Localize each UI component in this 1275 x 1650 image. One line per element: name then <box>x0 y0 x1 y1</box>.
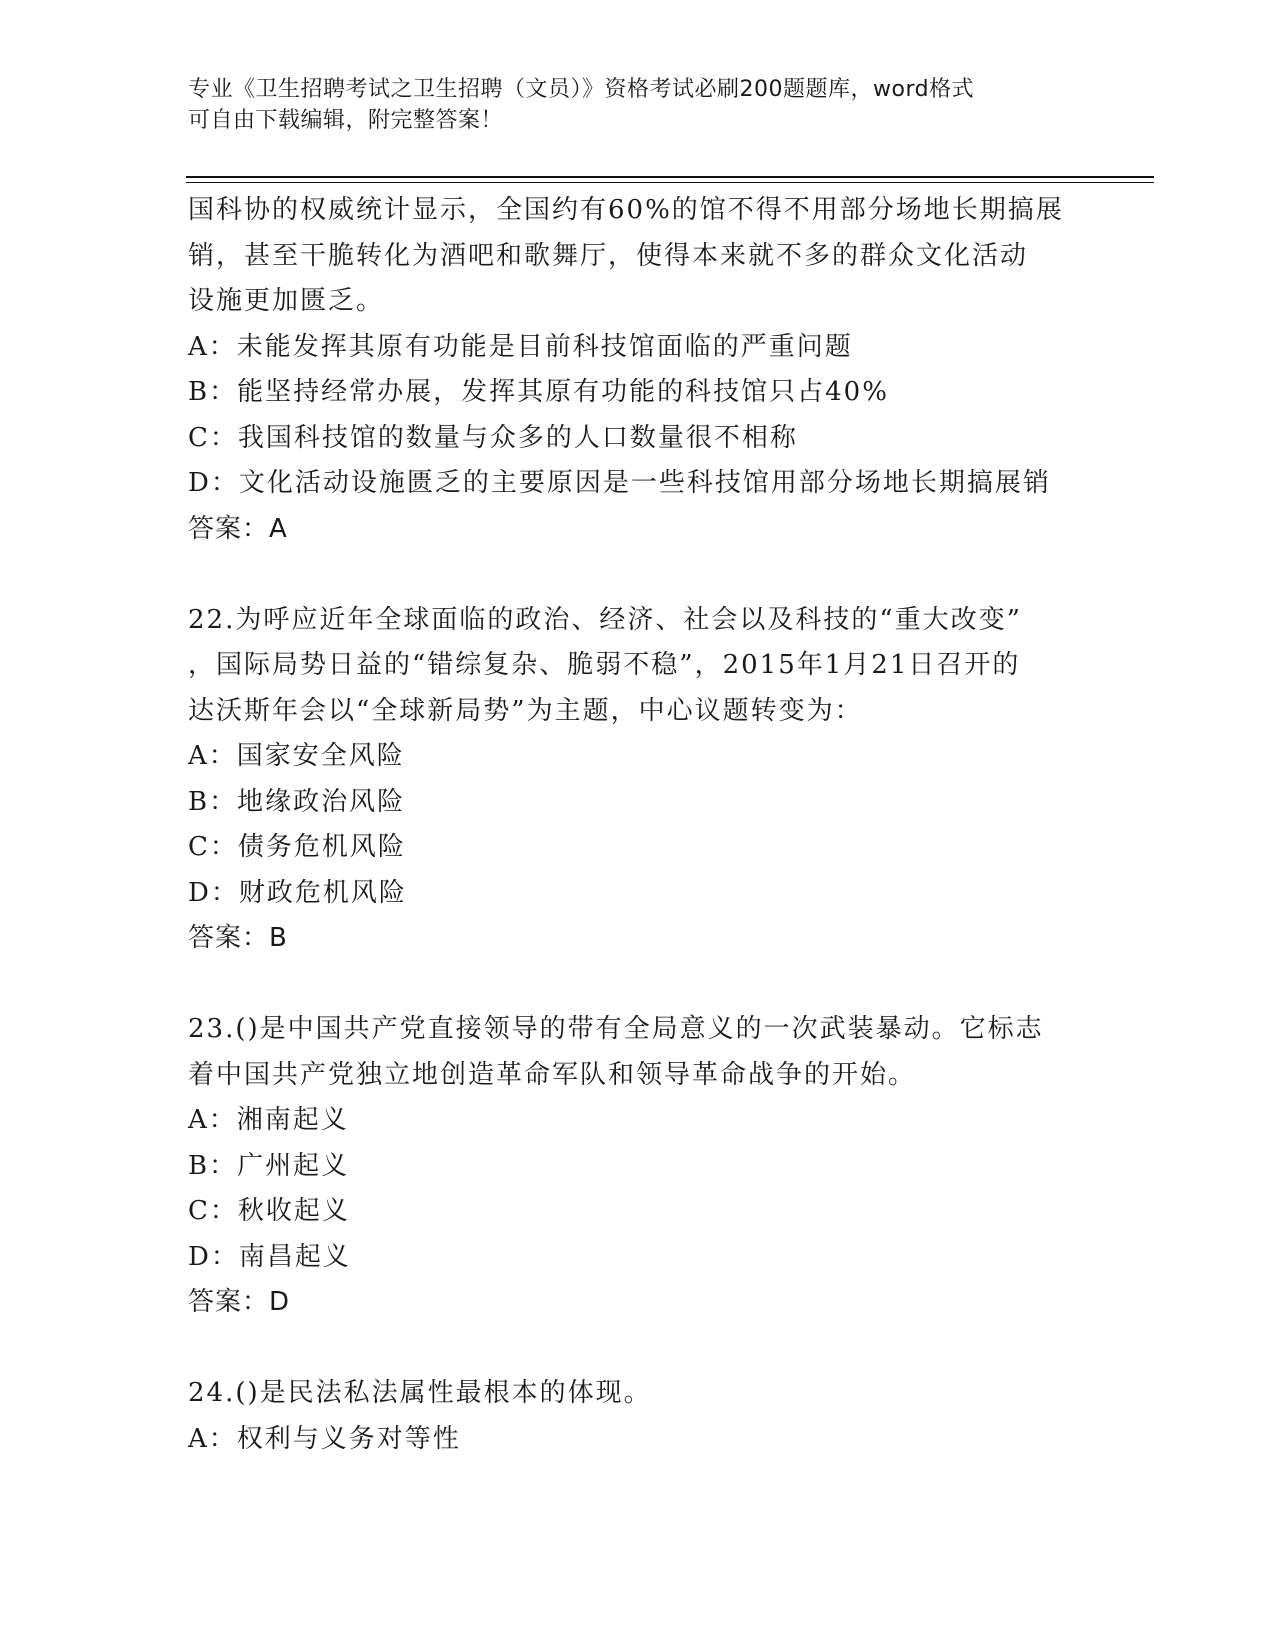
header-line-2: 可自由下载编辑，附完整答案！ <box>188 108 504 133</box>
question-text-line: 销，甚至干脆转化为酒吧和歌舞厅，使得本来就不多的群众文化活动 <box>188 240 1029 271</box>
option-d: D：文化活动设施匮乏的主要原因是一些科技馆用部分场地长期搞展销 <box>188 468 1051 498</box>
question-text-line: 设施更加匮乏。 <box>188 286 385 316</box>
option-a: A：权利与义务对等性 <box>188 1423 461 1454</box>
question-text-line: 22.为呼应近年全球面临的政治、经济、社会以及科技的“重大改变” <box>188 604 1022 635</box>
question-text-line: 达沃斯年会以“全球新局势”为主题，中心议题转变为： <box>188 695 863 726</box>
spacer <box>188 962 1088 1008</box>
option-c: C：秋收起义 <box>188 1196 350 1226</box>
spacer <box>188 552 1088 598</box>
option-b: B：广州起义 <box>188 1150 350 1181</box>
question-21 <box>188 188 1088 552</box>
option-a: A：未能发挥其原有功能是目前科技馆面临的严重问题 <box>188 331 853 362</box>
option-a: A：国家安全风险 <box>188 741 405 771</box>
header-rule-thin <box>186 182 1154 183</box>
answer-line: 答案：D <box>188 1287 291 1317</box>
header-line-1: 专业《卫生招聘考试之卫生招聘（文员）》资格考试必刷200题题库，word格式 <box>188 77 975 102</box>
option-a: A：湘南起义 <box>188 1105 349 1135</box>
option-c: C：我国科技馆的数量与众多的人口数量很不相称 <box>188 422 798 453</box>
question-text-line: 国科协的权威统计显示，全国约有60%的馆不得不用部分场地长期搞展 <box>188 195 1064 225</box>
option-c: C：债务危机风险 <box>188 832 406 862</box>
question-22 <box>188 598 1088 962</box>
spacer <box>188 1326 1088 1372</box>
option-b: B：地缘政治风险 <box>188 786 406 817</box>
question-text-line: ，国际局势日益的“错综复杂、脆弱不稳”，2015年1月21日召开的 <box>188 650 1021 680</box>
document-header <box>188 74 1088 136</box>
answer-line: 答案：A <box>188 513 288 544</box>
option-d: D：财政危机风险 <box>188 877 407 908</box>
option-b: B：能坚持经常办展，发挥其原有功能的科技馆只占40% <box>188 377 889 407</box>
question-24 <box>188 1371 1088 1462</box>
question-text-line: 23.()是中国共产党直接领导的带有全局意义的一次武装暴动。它标志 <box>188 1014 1044 1044</box>
option-d: D：南昌起义 <box>188 1241 351 1272</box>
question-content <box>188 188 1088 1462</box>
question-text-line: 着中国共产党独立地创造革命军队和领导革命战争的开始。 <box>188 1059 917 1090</box>
question-text-line: 24.()是民法私法属性最根本的体现。 <box>188 1378 652 1408</box>
header-rule-thick <box>186 176 1154 178</box>
answer-line: 答案：B <box>188 923 288 953</box>
question-23 <box>188 1007 1088 1326</box>
